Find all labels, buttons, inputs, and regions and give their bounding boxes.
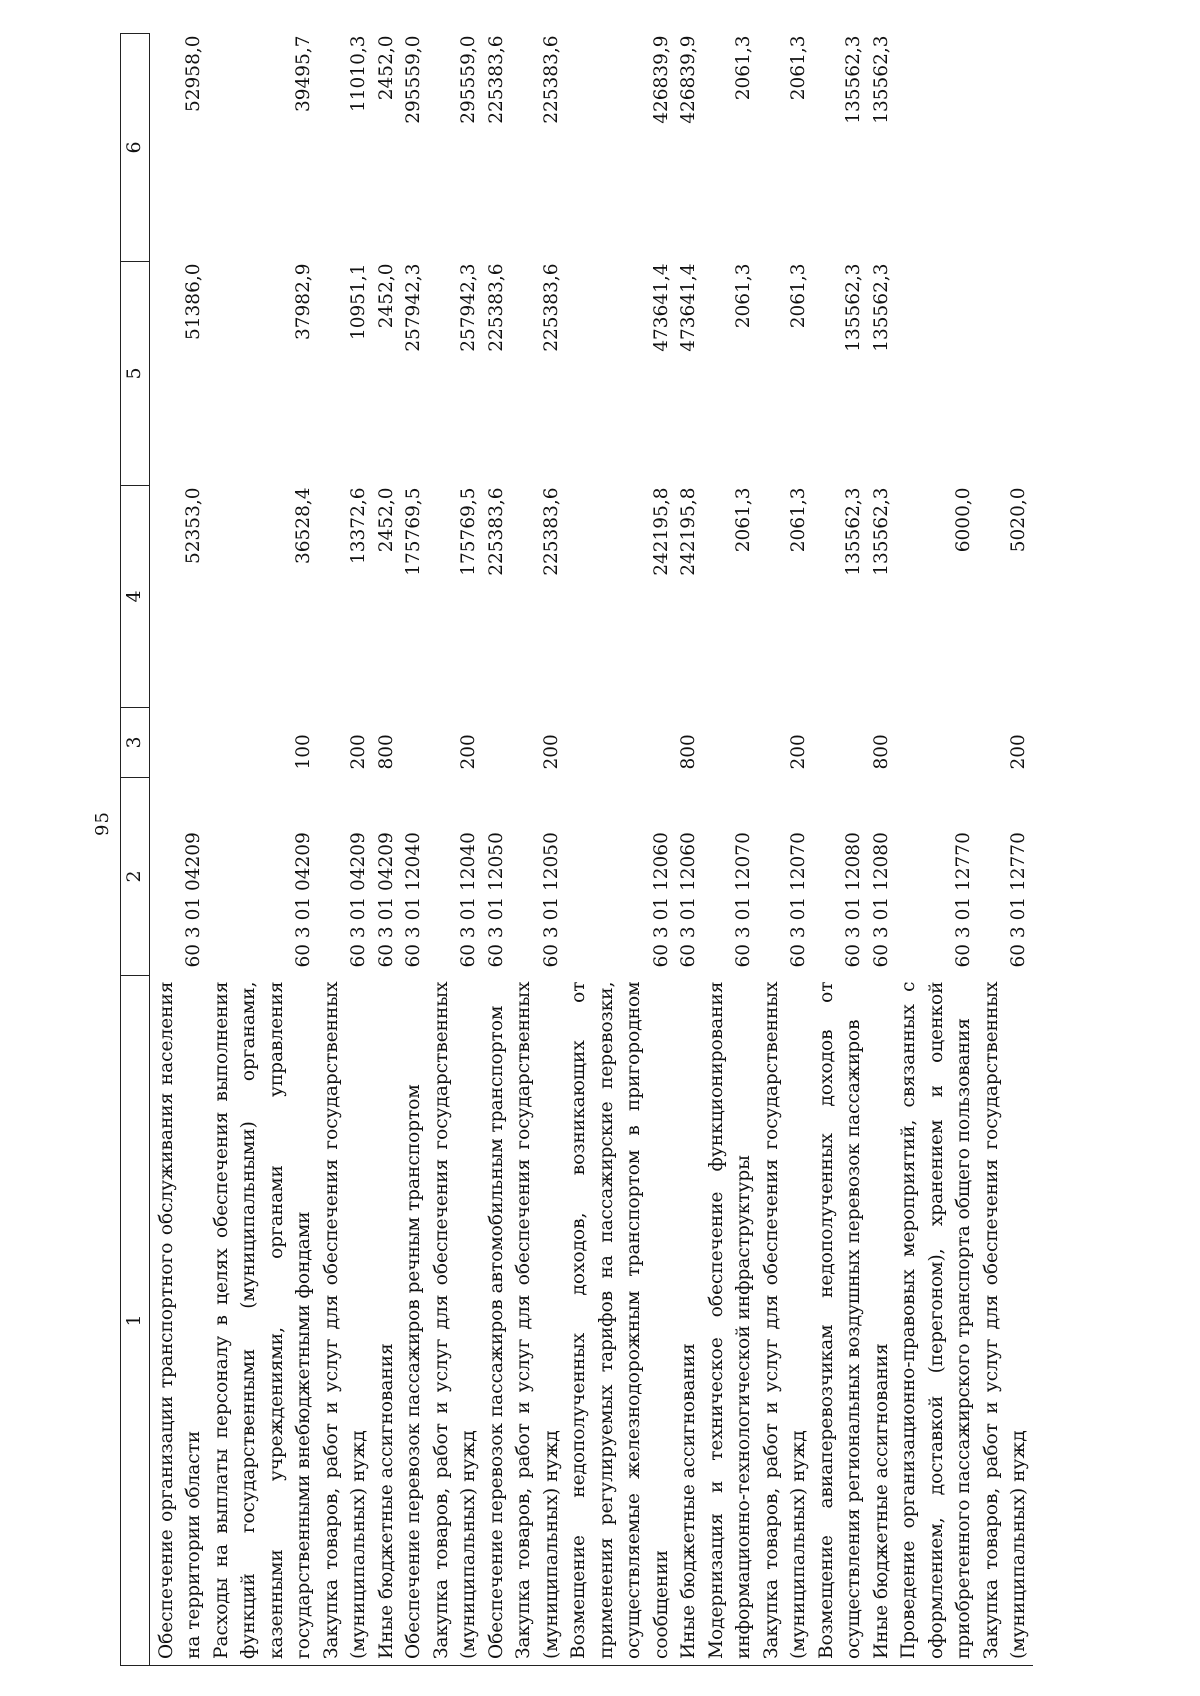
row-expense-type	[149, 708, 208, 778]
row-description: Закупка товаров, работ и услуг для обеспечения государственных (муниципальных) нужд	[978, 976, 1033, 1666]
budget-table	[120, 33, 1033, 1666]
table-row	[373, 34, 401, 1666]
row-amount-col4: 36528,4	[293, 487, 314, 565]
row-target-code: 60 3 01 04209	[183, 832, 204, 968]
row-description: Закупка товаров, работ и услуг для обеспечения государственных (муниципальных) нужд	[428, 976, 483, 1666]
row-target-code: 60 3 01 12060	[678, 832, 699, 968]
table-row	[758, 34, 813, 1666]
row-target-code: 60 3 01 12770	[1008, 832, 1029, 968]
row-amount-col5: 135562,3	[843, 263, 864, 352]
table-row	[428, 34, 483, 1666]
table-row	[565, 34, 675, 1666]
row-expense-type	[565, 708, 675, 778]
row-target-code: 60 3 01 12040	[403, 832, 424, 968]
row-amount-col5: 2452,0	[375, 263, 397, 329]
table-header	[121, 34, 150, 1666]
row-amount-col5: 257942,3	[458, 263, 479, 352]
row-description: Расходы на выплаты персоналу в целях обеспечения выполнения функций государственными (муниципальными) органами, казенными учреждениями, органами управления государственными внебюджетными фондами	[208, 976, 318, 1666]
table-row	[318, 34, 373, 1666]
row-expense-type: 200	[540, 734, 562, 770]
row-amount-col4: 2061,3	[733, 487, 754, 553]
rotated-table-container	[120, 34, 1200, 1666]
row-amount-col6: 39495,7	[293, 35, 314, 113]
row-target-code: 60 3 01 12050	[485, 832, 507, 968]
row-amount-col5: 10951,1	[348, 263, 369, 341]
table-row	[895, 34, 978, 1666]
row-amount-col4: 2452,0	[375, 487, 397, 553]
row-description: Модернизация и техническое обеспечение функционирования информационно-технологической инфраструктуры	[703, 976, 758, 1666]
table-row	[208, 34, 318, 1666]
row-amount-col5: 51386,0	[183, 263, 204, 341]
header-row	[121, 34, 150, 1666]
row-description: Обеспечение перевозок пассажиров речным транспортом	[400, 976, 428, 1666]
row-expense-type: 800	[678, 734, 699, 770]
table-row	[703, 34, 758, 1666]
row-amount-col4: 175769,5	[403, 487, 424, 576]
row-amount-col6: 2061,3	[788, 35, 809, 101]
row-amount-col4: 2061,3	[788, 487, 809, 553]
row-target-code: 60 3 01 12040	[458, 832, 479, 968]
row-amount-col5: 37982,9	[293, 263, 314, 341]
row-amount-col4: 5020,0	[1008, 487, 1029, 553]
row-description: Возмещение недополученных доходов, возникающих от применения регулируемых тарифов на пассажирские перевозки, осуществляемые железнодорожным транспортом в пригородном сообщении	[565, 976, 675, 1666]
row-amount-col6: 11010,3	[348, 35, 369, 113]
table-row	[675, 34, 703, 1666]
table-row	[400, 34, 428, 1666]
column-header-2: 2	[121, 778, 150, 976]
row-amount-col4: 175769,5	[458, 487, 479, 576]
row-target-code: 60 3 01 12080	[870, 832, 892, 968]
row-amount-col6: 225383,6	[540, 35, 562, 124]
row-amount-col5: 135562,3	[870, 263, 892, 352]
row-expense-type	[400, 708, 428, 778]
row-amount-col6: 135562,3	[870, 35, 892, 124]
column-header-6: 6	[121, 34, 150, 262]
row-amount-col5: 225383,6	[485, 263, 507, 352]
row-expense-type	[895, 708, 978, 778]
row-amount-col4: 6000,0	[953, 487, 974, 553]
row-amount-col5: 473641,4	[678, 263, 699, 352]
table-row	[978, 34, 1033, 1666]
row-description: Иные бюджетные ассигнования	[675, 976, 703, 1666]
column-header-1: 1	[121, 976, 150, 1666]
row-description: Закупка товаров, работ и услуг для обеспечения государственных (муниципальных) нужд	[318, 976, 373, 1666]
row-expense-type	[483, 708, 511, 778]
row-amount-col4: 225383,6	[485, 487, 507, 576]
table-row	[483, 34, 511, 1666]
row-amount-col5: 473641,4	[650, 263, 672, 352]
column-header-5: 5	[121, 262, 150, 486]
table-row	[868, 34, 896, 1666]
column-header-4: 4	[121, 486, 150, 708]
row-amount-col5: 257942,3	[403, 263, 424, 352]
row-target-code: 60 3 01 04209	[293, 832, 314, 968]
row-amount-col4: 242195,8	[678, 487, 699, 576]
row-amount-col4: 225383,6	[540, 487, 562, 576]
row-description: Иные бюджетные ассигнования	[868, 976, 896, 1666]
row-target-code: 60 3 01 04209	[375, 832, 397, 968]
row-amount-col6	[978, 34, 1033, 262]
row-description: Иные бюджетные ассигнования	[373, 976, 401, 1666]
row-expense-type: 200	[348, 734, 369, 770]
row-target-code: 60 3 01 12070	[788, 832, 809, 968]
row-amount-col6: 295559,0	[458, 35, 479, 124]
row-amount-col5	[978, 262, 1033, 486]
row-expense-type: 200	[458, 734, 479, 770]
row-amount-col6: 426839,9	[678, 35, 699, 124]
row-amount-col6: 426839,9	[650, 35, 672, 124]
column-header-3: 3	[121, 708, 150, 778]
table-row	[510, 34, 565, 1666]
row-amount-col4: 52353,0	[183, 487, 204, 565]
row-amount-col6	[895, 34, 978, 262]
row-expense-type: 800	[870, 734, 892, 770]
row-target-code: 60 3 01 12050	[540, 832, 562, 968]
row-description: Возмещение авиаперевозчикам недополученных доходов от осуществления региональных воздушных перевозок пассажиров	[813, 976, 868, 1666]
row-description: Обеспечение перевозок пассажиров автомобильным транспортом	[483, 976, 511, 1666]
row-amount-col6: 2061,3	[733, 35, 754, 101]
row-amount-col4: 242195,8	[650, 487, 672, 576]
row-amount-col5: 2061,3	[733, 263, 754, 329]
row-amount-col5: 225383,6	[540, 263, 562, 352]
row-expense-type	[703, 708, 758, 778]
row-expense-type: 800	[375, 734, 397, 770]
row-target-code: 60 3 01 12080	[843, 832, 864, 968]
row-target-code: 60 3 01 04209	[348, 832, 369, 968]
table-row	[149, 34, 208, 1666]
page-number: 95	[92, 811, 113, 836]
row-expense-type: 200	[1008, 734, 1029, 770]
row-amount-col6: 52958,0	[183, 35, 204, 113]
row-expense-type	[813, 708, 868, 778]
row-description: Закупка товаров, работ и услуг для обеспечения государственных (муниципальных) нужд	[510, 976, 565, 1666]
row-amount-col4: 135562,3	[843, 487, 864, 576]
row-amount-col6: 2452,0	[375, 35, 397, 101]
row-amount-col4: 13372,6	[348, 487, 369, 565]
table-row	[813, 34, 868, 1666]
row-description: Обеспечение организации транспортного обслуживания населения на территории области	[149, 976, 208, 1666]
row-target-code: 60 3 01 12770	[953, 832, 974, 968]
row-amount-col6: 225383,6	[485, 35, 507, 124]
row-description: Проведение организационно-правовых мероприятий, связанных с оформлением, доставкой (перегоном), хранением и оценкой приобретенного пассажирского транспорта общего пользования	[895, 976, 978, 1666]
row-amount-col5: 2061,3	[788, 263, 809, 329]
row-description: Закупка товаров, работ и услуг для обеспечения государственных (муниципальных) нужд	[758, 976, 813, 1666]
table-body	[149, 34, 1033, 1666]
row-amount-col6: 135562,3	[843, 35, 864, 124]
row-expense-type: 100	[293, 734, 314, 770]
row-amount-col6: 295559,0	[403, 35, 424, 124]
row-target-code: 60 3 01 12070	[733, 832, 754, 968]
row-amount-col4: 135562,3	[870, 487, 892, 576]
row-expense-type: 200	[788, 734, 809, 770]
row-target-code: 60 3 01 12060	[650, 832, 672, 968]
row-amount-col5	[895, 262, 978, 486]
